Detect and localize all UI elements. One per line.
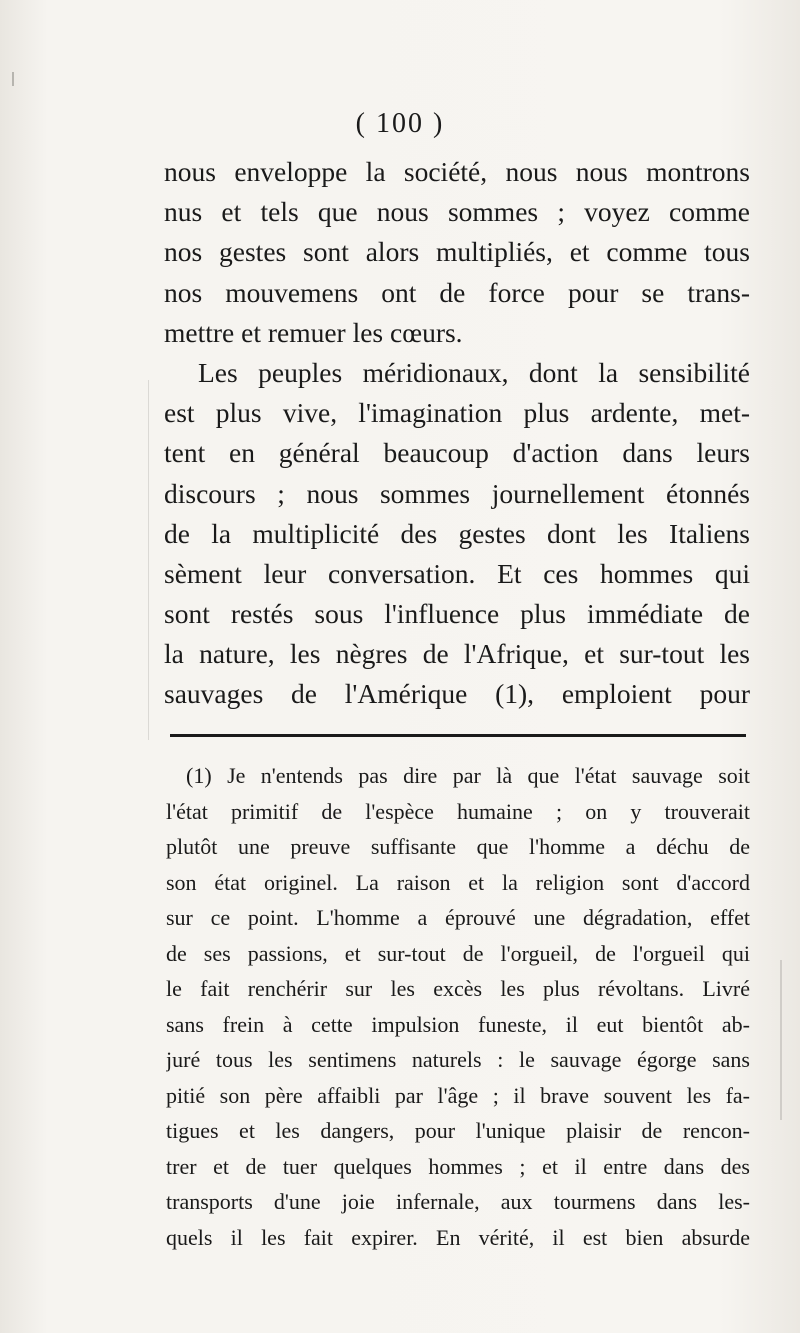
footnote-line: de ses passions, et sur-tout de l'orgueil, de l'orgueil qui: [166, 940, 750, 966]
footnote-line: sur ce point. L'homme a éprouvé une dégradation, effet: [166, 905, 750, 930]
main-text-line: nos mouvemens ont de force pour se trans-: [164, 276, 750, 308]
main-text-line: Les peuples méridionaux, dont la sensibilité: [198, 356, 750, 388]
main-text-line: tent en général beaucoup d'action dans leurs: [164, 437, 750, 469]
scan-mark: [780, 960, 782, 1120]
footnote-line: (1) Je n'entends pas dire par là que l'état sauvage soit: [186, 763, 750, 788]
main-text-line: discours ; nous sommes journellement étonnés: [164, 477, 750, 509]
main-text-line: sauvages de l'Amérique (1), emploient pour: [164, 678, 750, 710]
main-text-line: sont restés sous l'influence plus immédiate de: [164, 598, 750, 630]
main-text: [164, 152, 750, 715]
footnote-line: l'état primitif de l'espèce humaine ; on y trouverait: [166, 798, 750, 824]
main-text-line: nos gestes sont alors multipliés, et comme tous: [164, 236, 750, 268]
footnote-line: tigues et les dangers, pour l'unique plaisir de rencon-: [166, 1118, 750, 1143]
main-text-line: nus et tels que nous sommes ; voyez comme: [164, 196, 750, 228]
scan-mark: [148, 380, 149, 740]
footnote-line: plutôt une preuve suffisante que l'homme a déchu de: [166, 834, 750, 859]
footnote-line: juré tous les sentimens naturels : le sauvage égorge sans: [166, 1047, 750, 1072]
main-text-line: sèment leur conversation. Et ces hommes qui: [164, 557, 750, 589]
footnote-line: son état originel. La raison et la religion sont d'accord: [166, 869, 750, 895]
footnote-line: trer et de tuer quelques hommes ; et il entre dans des: [166, 1153, 750, 1179]
footnote-line: quels il les fait expirer. En vérité, il est bien absurde: [166, 1224, 750, 1250]
footnote-line: transports d'une joie infernale, aux tourmens dans les-: [166, 1189, 750, 1214]
main-text-line: mettre et remuer les cœurs.: [164, 316, 463, 348]
main-text-line: est plus vive, l'imagination plus ardente, met-: [164, 397, 750, 429]
footnote-divider: [170, 734, 746, 737]
main-text-line: de la multiplicité des gestes dont les Italiens: [164, 517, 750, 549]
main-text-line: la nature, les nègres de l'Afrique, et sur-tout les: [164, 638, 750, 670]
footnote-line: pitié son père affaibli par l'âge ; il brave souvent les fa-: [166, 1082, 750, 1108]
footnote-line: sans frein à cette impulsion funeste, il eut bientôt ab-: [166, 1011, 750, 1037]
page-number: ( 100 ): [355, 108, 445, 139]
footnote: [166, 758, 750, 1255]
main-text-line: nous enveloppe la société, nous nous montrons: [164, 156, 750, 187]
footnote-line: le fait renchérir sur les excès les plus révoltans. Livré: [166, 976, 750, 1001]
scan-mark: [12, 72, 14, 86]
